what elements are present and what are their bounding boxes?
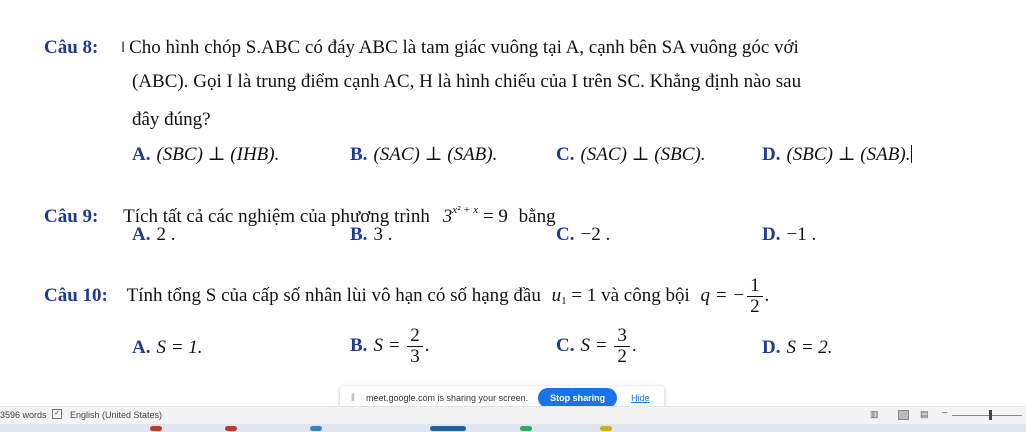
q9-option-b	[350, 223, 392, 247]
fraction-numerator: 2	[407, 326, 423, 347]
q9-option-a	[132, 223, 175, 247]
option-letter: D.	[762, 337, 781, 358]
q10-text-mid: và công bội	[601, 284, 690, 306]
print-layout-icon[interactable]	[898, 410, 909, 420]
taskbar	[0, 424, 1026, 432]
option-text: (SAC) ⊥ (SBC).	[580, 144, 706, 165]
fraction-denominator: 2	[750, 296, 760, 317]
text-cursor-icon: I	[121, 40, 126, 56]
fraction-numerator: 3	[614, 326, 630, 347]
q8-option-c	[556, 143, 705, 167]
option-letter: B.	[350, 334, 368, 356]
option-letter: C.	[556, 224, 575, 245]
q8-option-b	[350, 143, 497, 167]
q10-q-fraction	[747, 276, 763, 317]
share-message: meet.google.com is sharing your screen.	[366, 393, 529, 403]
stop-sharing-button[interactable]: Stop sharing	[538, 388, 617, 408]
option-letter: A.	[132, 224, 151, 245]
fraction-numerator: 1	[747, 276, 763, 297]
q10-option-a	[132, 336, 203, 360]
option-letter: C.	[556, 334, 575, 356]
q9-option-d	[762, 223, 816, 247]
option-text: (SAC) ⊥ (SAB).	[373, 144, 498, 165]
language-indicator[interactable]: English (United States)	[70, 410, 163, 420]
q9-line	[44, 198, 556, 229]
q9-text-after: bằng	[518, 206, 556, 227]
q10-option-c	[556, 326, 637, 367]
option-fraction	[614, 326, 630, 367]
option-text: −1 .	[786, 224, 817, 245]
taskbar-app-icon[interactable]	[310, 426, 322, 431]
q10-option-b	[350, 326, 430, 367]
zoom-out-icon[interactable]: −	[942, 408, 948, 419]
option-text: S = 2.	[786, 337, 833, 358]
taskbar-active-app-icon[interactable]	[430, 426, 466, 431]
option-letter: D.	[762, 144, 781, 165]
option-text: S =	[373, 334, 401, 356]
q10-q-lhs: q = −	[700, 284, 746, 306]
option-text: (SBC) ⊥ (SAB).	[786, 144, 911, 165]
q10-u1: u	[551, 284, 562, 306]
q10-u1-eq: = 1	[571, 284, 597, 306]
q9-text: Tích tất cả các nghiệm của phương trình	[123, 206, 430, 227]
option-text: 3 .	[373, 224, 393, 245]
option-letter: A.	[132, 337, 151, 358]
zoom-slider-thumb[interactable]	[989, 410, 992, 420]
taskbar-app-icon[interactable]	[150, 426, 162, 431]
proofing-icon[interactable]: ✓	[52, 409, 62, 419]
q10-u1-sub: 1	[561, 294, 567, 307]
q8-option-a	[132, 143, 279, 167]
q8-line1	[44, 36, 799, 60]
q9-label: Câu 9:	[44, 206, 99, 227]
q9-exponent: x² + x	[452, 204, 479, 216]
taskbar-app-icon[interactable]	[600, 426, 612, 431]
option-letter: C.	[556, 144, 575, 165]
q9-equals: = 9	[482, 206, 508, 227]
q9-base: 3	[442, 206, 453, 227]
option-tail: .	[424, 334, 430, 356]
option-letter: A.	[132, 144, 151, 165]
text-caret	[911, 145, 912, 163]
option-text: S = 1.	[156, 337, 203, 358]
q8-line3: đây đúng?	[132, 109, 211, 130]
web-layout-icon[interactable]: ▤	[920, 409, 929, 419]
q10-q-tail: .	[764, 284, 770, 306]
q8-line2: (ABC). Gọi I là trung điểm cạnh AC, H là hình chiếu của I trên SC. Khẳng định nào sau	[132, 71, 802, 92]
q8-label: Câu 8:	[44, 37, 99, 58]
q9-option-c	[556, 223, 610, 247]
q8-text-line1: Cho hình chóp S.ABC có đáy ABC là tam giác vuông tại A, cạnh bên SA vuông góc với	[129, 37, 799, 58]
taskbar-app-icon[interactable]	[520, 426, 532, 431]
option-letter: B.	[350, 144, 368, 165]
status-bar	[0, 406, 1026, 424]
read-mode-icon[interactable]: ▥	[870, 409, 879, 419]
taskbar-app-icon[interactable]	[225, 426, 237, 431]
zoom-slider-track[interactable]	[952, 415, 1022, 416]
drag-handle-icon[interactable]: ‖	[350, 392, 356, 404]
option-tail: .	[631, 334, 637, 356]
fraction-denominator: 3	[410, 346, 420, 367]
option-fraction	[407, 326, 423, 367]
q10-line	[44, 276, 769, 317]
option-text: (SBC) ⊥ (IHB).	[156, 144, 280, 165]
option-text: −2 .	[580, 224, 611, 245]
option-letter: B.	[350, 224, 368, 245]
q8-option-d	[762, 143, 912, 167]
q10-option-d	[762, 336, 833, 360]
fraction-denominator: 2	[617, 346, 627, 367]
option-text: 2 .	[156, 224, 176, 245]
q10-text: Tính tổng S của cấp số nhân lùi vô hạn có số hạng đầu	[126, 284, 541, 306]
option-letter: D.	[762, 224, 781, 245]
option-text: S =	[580, 334, 608, 356]
word-count[interactable]: 3596 words	[0, 410, 47, 420]
q10-label: Câu 10:	[44, 284, 108, 306]
hide-link[interactable]: Hide	[631, 393, 650, 403]
